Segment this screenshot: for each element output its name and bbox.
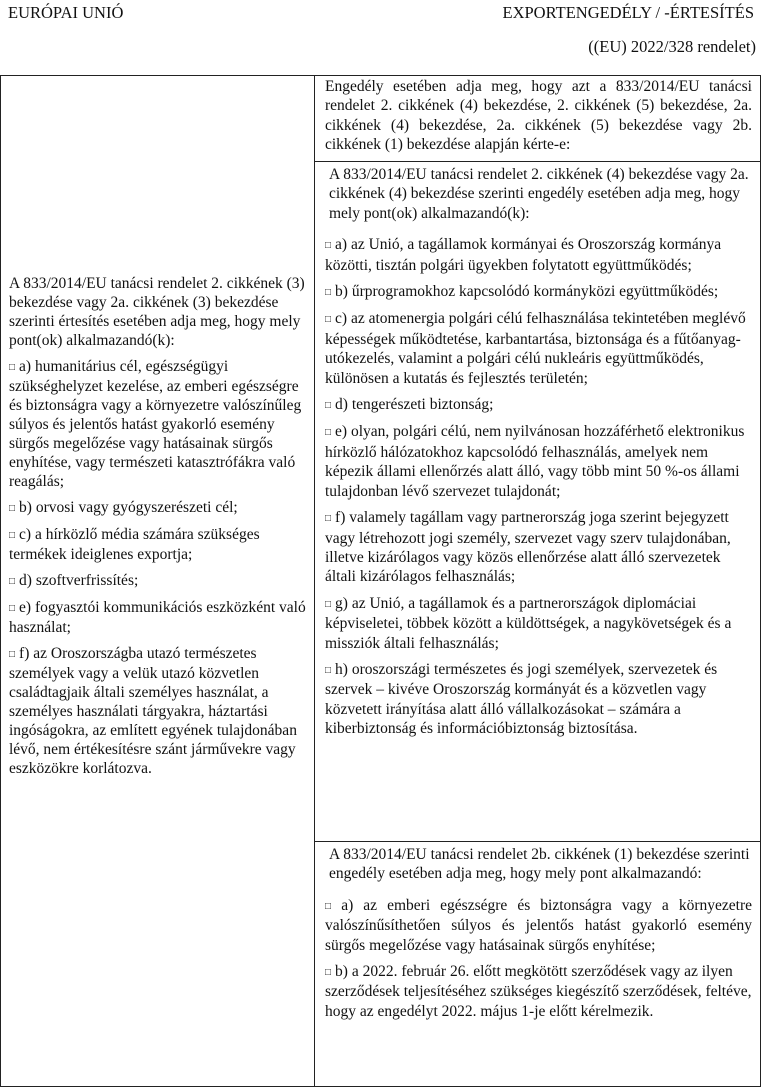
licence-2-4-intro: A 833/2014/EU tanácsi rendelet 2. cikkének (4) bekezdése vagy 2a. cikkének (4) bekezdése szerinti engedély esetében adja meg, hogy mely pont(ok) alkalmazandó(k): xyxy=(329,166,749,222)
licence-2-4-option-f[interactable]: □ f) valamely tagállam vagy partnerország joga szerint bejegyzett vagy létrehozott jogi személy, szervezet vagy szerv tulajdonában, illetve kizárólagos vagy közös ellenőrzése alatt álló szervezetek általi kizárólagos felhasználás; xyxy=(325,509,731,586)
notification-option-e[interactable]: □ e) fogyasztói kommunikációs eszközként való használat; xyxy=(9,599,306,636)
licence-2-4-option-h[interactable]: □ h) oroszországi természetes és jogi személyek, szervezetek és szervek – kivéve Oroszország kormányát és a közvetlen vagy közvetett irányítása alatt álló vállalkozásokat – számára a kiberbiztonság és információbiztonság biztosítása. xyxy=(325,660,718,738)
notification-option-a[interactable]: □ a) humanitárius cél, egészségügyi szükséghelyzet kezelése, az emberi egészségre és biztonságra vagy a környezetre valószínűleg súlyos és jelentős hatást gyakorló esemény sürgős megelőzése vagy hatásainak sürgős enyhítése, vagy természeti katasztrófákra való reagálás; xyxy=(9,358,302,490)
notification-option-c[interactable]: □ c) a hírközlő média számára szükséges termékek ideiglenes exportja; xyxy=(9,526,260,563)
notification-section xyxy=(9,274,309,785)
licence-2b-option-b[interactable]: □ b) a 2022. február 26. előtt megkötött szerződések vagy az ilyen szerződések teljesítéséhez szükséges kiegészítő szerződések, feltéve, hogy az engedélyt 2022. május 1-je előtt kérelmezik. xyxy=(325,963,752,1020)
checkbox-icon[interactable]: □ xyxy=(325,664,332,676)
checkbox-icon[interactable]: □ xyxy=(325,400,332,412)
notification-option-b[interactable]: □ b) orvosi vagy gyógyszerészeti cél; xyxy=(9,499,238,516)
checkbox-icon[interactable]: □ xyxy=(325,287,332,299)
checkbox-icon[interactable]: □ xyxy=(325,598,332,610)
checkbox-icon[interactable]: □ xyxy=(325,967,332,979)
checkbox-icon[interactable]: □ xyxy=(9,530,16,541)
licence-2b-intro: A 833/2014/EU tanácsi rendelet 2b. cikkének (1) bekezdése szerinti engedély esetében adja meg, hogy mely pont alkalmazandó: xyxy=(329,846,750,883)
header-document-title: EXPORTENGEDÉLY / -ÉRTESÍTÉS xyxy=(502,3,754,22)
form-table xyxy=(0,75,761,1087)
checkbox-icon[interactable]: □ xyxy=(9,603,16,614)
checkbox-icon[interactable]: □ xyxy=(325,513,332,525)
licence-2-4-option-b[interactable]: □ b) űrprogramokhoz kapcsolódó kormányközi együttműködés; xyxy=(325,283,719,301)
licence-2-4-option-a[interactable]: □ a) az Unió, a tagállamok kormányai és Oroszország kormánya közötti, tisztán polgári ügyekben folytatott együttműködés; xyxy=(325,236,722,274)
checkbox-icon[interactable]: □ xyxy=(9,362,16,373)
licence-2b-option-a[interactable]: □ a) az emberi egészségre és biztonságra vagy a környezetre valószínűsíthetően súlyos és jelentős hatást gyakorló esemény sürgős megelőzése vagy hatásainak sürgős enyhítése; xyxy=(325,896,752,954)
checkbox-icon[interactable]: □ xyxy=(9,649,16,660)
header-union-label: EURÓPAI UNIÓ xyxy=(8,3,124,22)
licence-2-4-option-g[interactable]: □ g) az Unió, a tagállamok és a partnerországok diplomáciai képviseletei, többek között a küldöttségek, a nagykövetségek és a missziók általi felhasználás; xyxy=(325,594,732,652)
notification-option-d[interactable]: □ d) szoftverfrissítés; xyxy=(9,572,139,589)
licence-basis-text: Engedély esetében adja meg, hogy azt a 833/2014/EU tanácsi rendelet 2. cikkének (4) bekezdése, 2. cikkének (5) bekezdése, 2a. cikkének (4) bekezdése, 2a. cikkének (5) bekezdése vagy 2b. cikkének (1) bekezdése alapján kérte-e: xyxy=(325,78,752,154)
licence-article-2-4-section xyxy=(315,161,760,841)
checkbox-icon[interactable]: □ xyxy=(325,900,338,912)
checkbox-icon[interactable]: □ xyxy=(9,503,16,514)
notification-option-f[interactable]: □ f) az Oroszországba utazó természetes személyek vagy a velük utazó közvetlen családtagjaik általi személyes használat, a személyes használati tárgyakra, háztartási ingóságokra, az említett egyének tulajdonában lévő, nem értékesítésre szánt járművekre vagy eszközökre korlátozva. xyxy=(9,645,297,777)
header-regulation-reference: ((EU) 2022/328 rendelet) xyxy=(588,37,756,56)
checkbox-icon[interactable]: □ xyxy=(325,314,332,326)
licence-article-2b-section xyxy=(315,841,760,1087)
licence-basis-question xyxy=(315,77,760,161)
checkbox-icon[interactable]: □ xyxy=(325,240,332,252)
licence-2-4-option-e[interactable]: □ e) olyan, polgári célú, nem nyilvánosan hozzáférhető elektronikus hírközlő hálózatokhoz kapcsolódó felhasználás, amelyek nem képezik állami ellenőrzés alatt álló, vagy több mint 50 %-os állami tulajdonban lévő szervezet tulajdonát; xyxy=(325,423,745,500)
notification-intro: A 833/2014/EU tanácsi rendelet 2. cikkének (3) bekezdése vagy 2a. cikkének (3) bekezdése szerinti értesítés esetében adja meg, hogy mely pont(ok) alkalmazandó(k): xyxy=(9,275,305,349)
licence-2-4-option-c[interactable]: □ c) az atomenergia polgári célú felhasználása tekintetében meglévő képességek működtetése, karbantartása, biztonsága és a fűtőanyag-utókezelés, valamint a polgári célú nukleáris együttműködés, különösen a kutatás és fejlesztés területén; xyxy=(325,310,746,387)
licence-2-4-option-d[interactable]: □ d) tengerészeti biztonság; xyxy=(325,396,494,414)
checkbox-icon[interactable]: □ xyxy=(9,576,16,587)
checkbox-icon[interactable]: □ xyxy=(325,427,332,439)
